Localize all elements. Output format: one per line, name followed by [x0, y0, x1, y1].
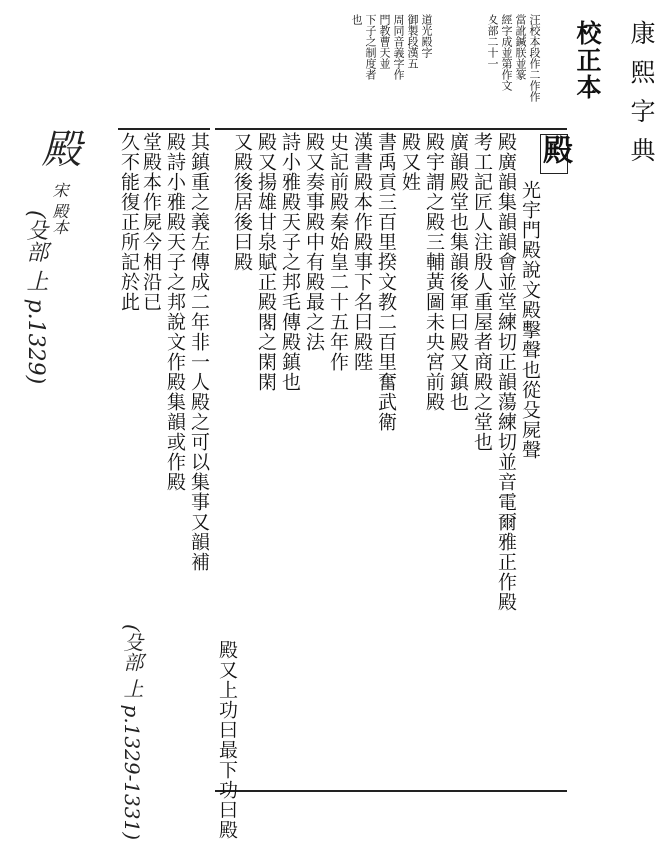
edition-label: 校正本 [573, 20, 602, 101]
note-col-4: 久不能復正所記於此 [118, 132, 140, 312]
top-note-8: 門教曹天並 [378, 14, 391, 69]
entry-col-9: 史記前殿秦始皇二十五年作 [327, 132, 349, 372]
entry-col-1: 光宇門殿說文殿擊聲也從殳屍聲 [519, 180, 541, 460]
entry-col-13: 又殿後居後曰殿 [231, 132, 253, 272]
top-note-5: 道光殿字 [420, 14, 433, 58]
top-note-1: 汪校本段作二作作 [528, 14, 541, 102]
top-note-10: 也 [350, 14, 363, 25]
top-note-3: 經字成並第作文 [500, 14, 513, 91]
entry-col-3: 考工記匠人注殷人重屋者商殿之堂也 [471, 132, 493, 452]
entry-col-6: 殿又姓 [399, 132, 421, 192]
entry-col-2: 殿廣韻集韻韻會並堂練切正韻蕩練切並音電爾雅正作殿 [495, 132, 517, 612]
note-col-1: 其鎮重之義左傳成二年非一人殿之可以集事又韻補 [188, 132, 210, 572]
entry-col-12: 殿又揚雄甘泉賦正殿閣之閑閑 [255, 132, 277, 392]
entry-col-8: 漢書殿本作殿事下名曰殿陛 [351, 132, 373, 372]
entry-col-11: 詩小雅殿天子之邦毛傳殿鎮也 [279, 132, 301, 392]
top-note-9: 下子之制度者 [364, 14, 377, 80]
notes-top-rule [118, 128, 210, 130]
top-note-2: 當訛鍼朕並篆 [514, 14, 527, 80]
entry-col-7: 書禹貢三百里揆文教二百里奮武衛 [375, 132, 397, 432]
handwritten-edition-note: 宋 殿本 [50, 182, 69, 236]
headword: 殿 [537, 134, 572, 164]
book-title: 康熙字典 [627, 20, 656, 176]
handwritten-headword: 殿 [35, 128, 81, 168]
note-col-2: 殿詩小雅殿天子之邦說文作殿集韻或作殿 [164, 132, 186, 492]
note-col-3: 堂殿本作屍今相沿已 [140, 132, 162, 312]
entry-col-4: 廣韻殿堂也集韻後軍曰殿又鎮也 [447, 132, 469, 412]
top-note-4: 夊部二十一 [486, 14, 499, 69]
entry-col-14: 殿又上功曰最下功曰殿 [216, 640, 238, 840]
entry-col-5: 殿宇謂之殿三輔黃圖未央宮前殿 [423, 132, 445, 412]
handwritten-page-ref-2: (殳部 上 p.1329-1331) [120, 624, 144, 841]
top-note-6: 御製段漢五 [406, 14, 419, 69]
entry-col-10: 殿又奏事殿中有殿最之法 [303, 132, 325, 352]
handwritten-page-ref: (殳部 上 p.1329) [23, 210, 48, 385]
top-note-7: 周同音義字作 [392, 14, 405, 80]
